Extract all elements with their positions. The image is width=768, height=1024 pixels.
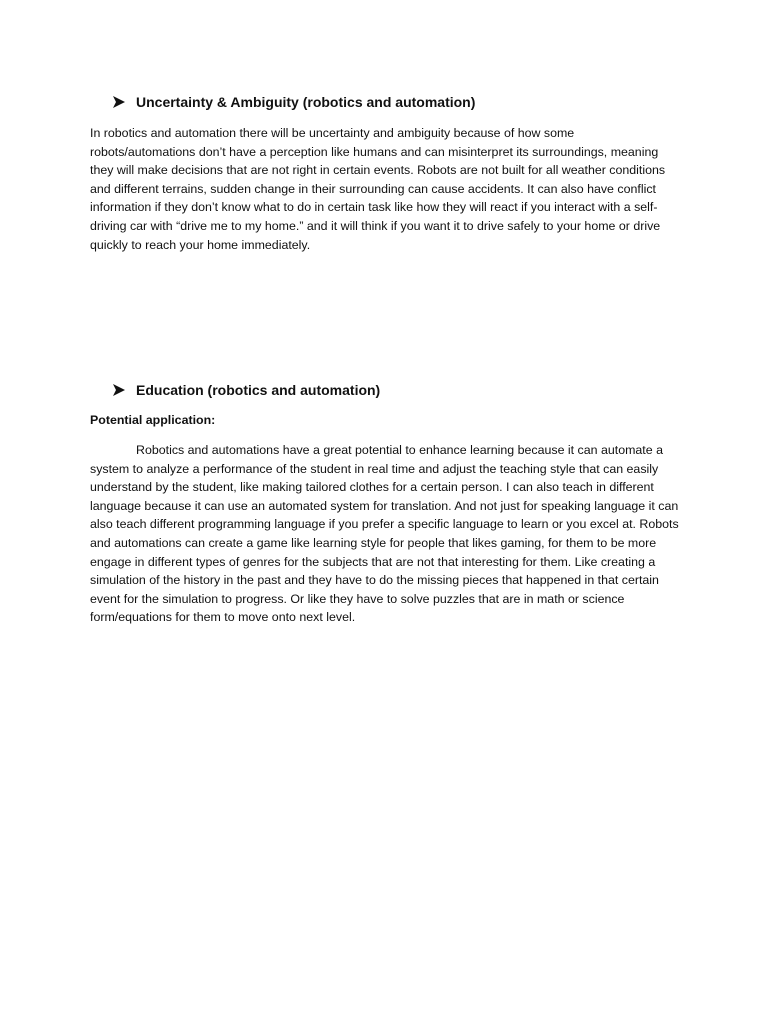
arrowhead-bullet-icon [112,383,126,397]
section-heading-text: Uncertainty & Ambiguity (robotics and automation) [136,94,476,110]
section-heading-uncertainty [112,94,475,110]
uncertainty-paragraph: In robotics and automation there will be uncertainty and ambiguity because of how some robots/automations don’t have a perception like humans and can misinterpret its surroundings, meaning they will make decisions that are not right in certain events. Robots are not built for all weather conditions and different terrains, sudden change in their surrounding can cause accidents. It can also have conflict information if they don’t know what to do in certain task like how they will react if you interact with a self-driving car with “drive me to my home.” and it will think if you want it to drive safely to your home or drive quickly to reach your home immediately. [90,126,666,252]
arrowhead-bullet-icon [112,95,126,109]
education-paragraph: Robotics and automations have a great potential to enhance learning because it can automate a system to analyze a performance of the student in real time and adjust the teaching style that can easily understand by the student, like making tailored clothes for a certain person. I can also teach in different language because it can use an automated system for translation. And not just for speaking language it can also teach different programming language if you prefer a specific language to learn or you excel at. Robots and automations can create a game like learning style for people that likes gaming, for them to be more engage in different types of genres for the subjects that are not that interesting for them. Like creating a simulation of the history in the past and they have to do the missing pieces that happened in that certain event for the simulation to progress. Or like they have to solve puzzles that are in math or science form/equations for them to move onto next level. [90,443,679,625]
potential-application-subheading: Potential application: [90,413,216,427]
section-heading-education [112,382,380,398]
section-heading-text: Education (robotics and automation) [136,382,381,398]
